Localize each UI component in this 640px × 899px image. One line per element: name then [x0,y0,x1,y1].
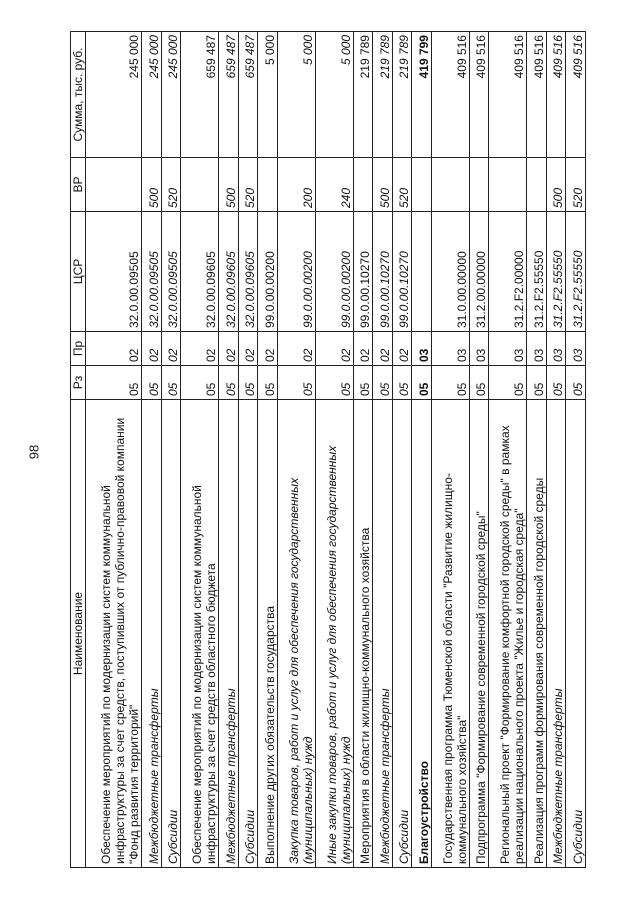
cell-sum: 419 799 [412,32,432,158]
cell-sum: 659 487 [219,32,239,158]
cell-rz: 05 [277,366,315,400]
cell-name: Субсидии [161,400,181,868]
cell-sum: 409 516 [431,32,469,158]
cell-name: Обеспечение мероприятий по модернизации систем коммунальной инфраструктуры за счет средств областного бюджета [181,400,219,868]
cell-name: Межбюджетные трансферты [219,400,239,868]
cell-vr: 520 [392,158,412,212]
cell-vr [527,158,547,212]
cell-csr: 99.0.00.10270 [392,212,412,332]
cell-csr: 99.0.00.10270 [373,212,393,332]
table-row [277,32,315,868]
table-row [181,32,219,868]
table-row [489,32,527,868]
table-row [469,32,489,868]
cell-rz: 05 [219,366,239,400]
cell-rz: 05 [373,366,393,400]
table-row [373,32,393,868]
table-row [412,32,432,868]
table-row [392,32,412,868]
cell-csr: 32.0.00.09505 [86,212,142,332]
header-name: Наименование [71,400,86,868]
cell-csr: 99.0.00.00200 [277,212,315,332]
cell-csr: 32.0.00.09605 [181,212,219,332]
cell-pr: 03 [489,332,527,366]
cell-sum: 409 516 [566,32,586,158]
cell-sum: 409 516 [527,32,547,158]
cell-pr: 02 [238,332,258,366]
cell-csr: 31.2.F2.55550 [527,212,547,332]
table-row [527,32,547,868]
cell-pr: 03 [546,332,566,366]
cell-sum: 245 000 [86,32,142,158]
table-row [161,32,181,868]
cell-name: Межбюджетные трансферты [546,400,566,868]
cell-rz: 05 [181,366,219,400]
cell-pr: 02 [392,332,412,366]
cell-name: Закупка товаров, работ и услуг для обеспечения государственных (муниципальных) нужд [277,400,315,868]
table-row [315,32,353,868]
cell-rz: 05 [412,366,432,400]
cell-sum: 409 516 [469,32,489,158]
cell-name: Региональный проект "Формирование комфортной городской среды" в рамках реализации национального проекта "Жилье и городская среда" [489,400,527,868]
table-row [258,32,278,868]
cell-vr: 520 [566,158,586,212]
cell-pr: 03 [527,332,547,366]
cell-vr [258,158,278,212]
cell-rz: 05 [392,366,412,400]
cell-pr: 03 [431,332,469,366]
cell-name: Мероприятия в области жилищно-коммунального хозяйства [353,400,373,868]
cell-name: Реализация программ формирования современной городской среды [527,400,547,868]
cell-rz: 05 [431,366,469,400]
cell-pr: 03 [566,332,586,366]
cell-name: Субсидии [566,400,586,868]
cell-csr: 31.0.00.00000 [431,212,469,332]
table-row [566,32,586,868]
cell-name: Межбюджетные трансферты [373,400,393,868]
cell-sum: 5 000 [258,32,278,158]
cell-rz: 05 [566,366,586,400]
table-row [353,32,373,868]
cell-vr [353,158,373,212]
cell-vr [469,158,489,212]
cell-name: Субсидии [238,400,258,868]
cell-name: Обеспечение мероприятий по модернизации систем коммунальной инфраструктуры за счет средств, поступивших от публично-правовой компании "Фонд развития территорий" [86,400,142,868]
cell-vr: 500 [142,158,162,212]
cell-vr: 520 [161,158,181,212]
cell-pr: 02 [161,332,181,366]
cell-pr: 02 [142,332,162,366]
table-header-row [71,32,86,868]
cell-pr: 02 [315,332,353,366]
cell-pr: 03 [412,332,432,366]
table-row [431,32,469,868]
cell-pr: 02 [373,332,393,366]
cell-csr: 31.2.F2.00000 [489,212,527,332]
cell-csr [412,212,432,332]
header-sum: Сумма, тыс. руб. [71,32,86,158]
cell-sum: 219 789 [353,32,373,158]
cell-vr: 520 [238,158,258,212]
cell-rz: 05 [315,366,353,400]
cell-vr [489,158,527,212]
cell-rz: 05 [469,366,489,400]
cell-pr: 02 [258,332,278,366]
cell-name: Выполнение других обязательств государства [258,400,278,868]
cell-sum: 409 516 [489,32,527,158]
cell-pr: 02 [277,332,315,366]
cell-csr: 31.2.00.00000 [469,212,489,332]
cell-rz: 05 [353,366,373,400]
cell-sum: 219 789 [373,32,393,158]
cell-csr: 32.0.00.09605 [238,212,258,332]
cell-sum: 5 000 [315,32,353,158]
cell-vr: 500 [546,158,566,212]
cell-name: Государственная программа Тюменской области "Развитие жилищно-коммунального хозяйства" [431,400,469,868]
header-rz: Рз [71,366,86,400]
cell-name: Благоустройство [412,400,432,868]
cell-vr [86,158,142,212]
cell-csr: 32.0.00.09505 [161,212,181,332]
cell-rz: 05 [142,366,162,400]
cell-rz: 05 [489,366,527,400]
cell-csr: 32.0.00.09505 [142,212,162,332]
page-number: 98 [26,444,42,460]
cell-csr: 31.2.F2.55550 [546,212,566,332]
cell-vr: 240 [315,158,353,212]
cell-rz: 05 [238,366,258,400]
cell-rz: 05 [161,366,181,400]
cell-vr [181,158,219,212]
cell-rz: 05 [258,366,278,400]
cell-sum: 5 000 [277,32,315,158]
cell-vr [431,158,469,212]
cell-sum: 245 000 [161,32,181,158]
cell-sum: 219 789 [392,32,412,158]
budget-table-container [70,32,586,868]
header-csr: ЦСР [71,212,86,332]
cell-csr: 99.0.00.10270 [353,212,373,332]
cell-name: Подпрограмма "Формирование современной городской среды" [469,400,489,868]
cell-rz: 05 [527,366,547,400]
table-row [86,32,142,868]
table-row [238,32,258,868]
cell-csr: 32.0.00.09605 [219,212,239,332]
cell-vr [412,158,432,212]
cell-name: Межбюджетные трансферты [142,400,162,868]
cell-csr: 99.0.00.00200 [258,212,278,332]
table-row [546,32,566,868]
header-vr: ВР [71,158,86,212]
cell-sum: 245 000 [142,32,162,158]
header-pr: Пр [71,332,86,366]
budget-table [70,31,586,868]
cell-pr: 02 [219,332,239,366]
cell-sum: 409 516 [546,32,566,158]
cell-vr: 200 [277,158,315,212]
cell-csr: 31.2.F2.55550 [566,212,586,332]
cell-sum: 659 487 [238,32,258,158]
cell-pr: 02 [86,332,142,366]
cell-sum: 659 487 [181,32,219,158]
cell-pr: 02 [353,332,373,366]
cell-pr: 03 [469,332,489,366]
cell-name: Иные закупки товаров, работ и услуг для обеспечения государственных (муниципальных) нужд [315,400,353,868]
table-row [142,32,162,868]
cell-vr: 500 [373,158,393,212]
cell-rz: 05 [546,366,566,400]
cell-csr: 99.0.00.00200 [315,212,353,332]
table-row [219,32,239,868]
cell-name: Субсидии [392,400,412,868]
cell-pr: 02 [181,332,219,366]
cell-vr: 500 [219,158,239,212]
cell-rz: 05 [86,366,142,400]
